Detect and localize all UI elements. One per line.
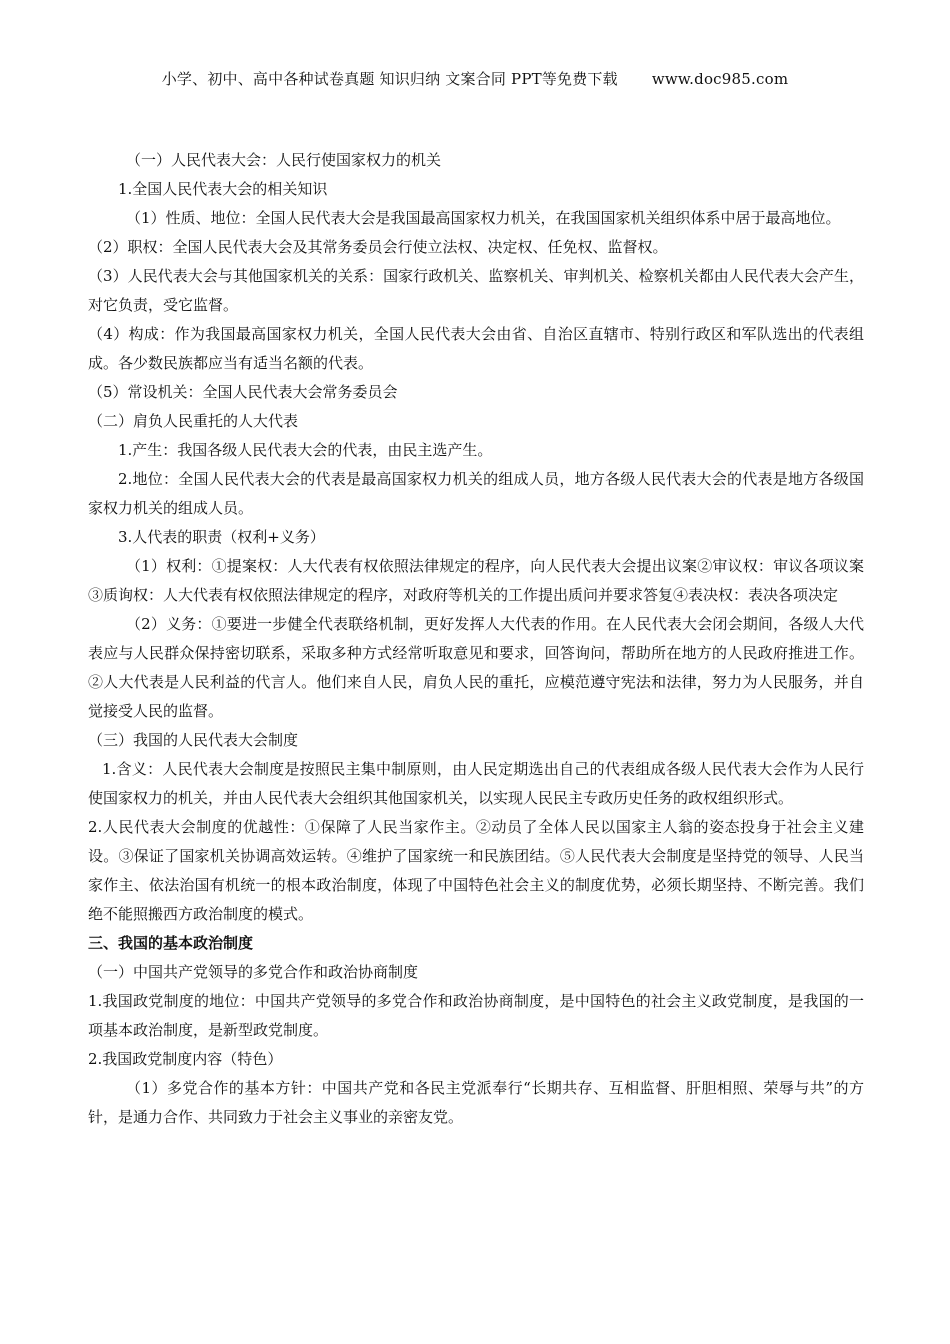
paragraph: 2.地位：全国人民代表大会的代表是最高国家权力机关的组成人员，地方各级人民代表大会的代表是地方各级国家权力机关的组成人员。 bbox=[88, 470, 864, 517]
paragraph: （1）性质、地位：全国人民代表大会是我国最高国家权力机关，在我国国家机关组织体系中居于最高地位。 bbox=[126, 209, 841, 227]
section-heading: （一）人民代表大会：人民行使国家权力的机关 bbox=[126, 151, 442, 169]
subsection-heading: 3.人代表的职责（权利+义务） bbox=[118, 528, 325, 546]
paragraph: （1）多党合作的基本方针：中国共产党和各民主党派奉行“长期共存、互相监督、肝胆相照、荣辱与共”的方针，是通力合作、共同致力于社会主义事业的亲密友党。 bbox=[88, 1079, 864, 1126]
paragraph: 1.我国政党制度的地位：中国共产党领导的多党合作和政治协商制度，是中国特色的社会主义政党制度，是我国的一项基本政治制度，是新型政党制度。 bbox=[88, 992, 864, 1039]
paragraph: （2）职权：全国人民代表大会及其常务委员会行使立法权、决定权、任免权、监督权。 bbox=[88, 238, 668, 256]
paragraph: （1）权利：①提案权：人大代表有权依照法律规定的程序，向人民代表大会提出议案②审议权：审议各项议案 ③质询权：人大代表有权依照法律规定的程序，对政府等机关的工作提出质问并要求答复④表决权：表决各项决定 bbox=[88, 557, 880, 604]
paragraph: （2）义务：①要进一步健全代表联络机制，更好发挥人大代表的作用。在人民代表大会闭会期间，各级人大代表应与人民群众保持密切联系，采取多种方式经常听取意见和要求，回答询问，帮助所在地方的人民政府推进工作。②人大代表是人民利益的代言人。他们来自人民，肩负人民的重托，应模范遵守宪法和法律，努力为人民服务，并自觉接受人民的监督。 bbox=[88, 615, 864, 720]
paragraph: 1.含义：人民代表大会制度是按照民主集中制原则，由人民定期选出自己的代表组成各级人民代表大会作为人民行使国家权力的机关，并由人民代表大会组织其他国家机关，以实现人民民主专政历史任务的政权组织形式。 bbox=[88, 760, 864, 807]
paragraph: （4）构成：作为我国最高国家权力机关，全国人民代表大会由省、自治区直辖市、特别行政区和军队选出的代表组成。各少数民族都应当有适当名额的代表。 bbox=[88, 325, 864, 372]
subsection-heading: 2.我国政党制度内容（特色） bbox=[88, 1050, 283, 1068]
document-body bbox=[88, 146, 880, 1132]
header-text: 小学、初中、高中各种试卷真题 知识归纳 文案合同 PPT等免费下载 bbox=[161, 70, 618, 88]
chapter-heading: 三、我国的基本政治制度 bbox=[88, 934, 254, 952]
section-heading: （一）中国共产党领导的多党合作和政治协商制度 bbox=[88, 963, 419, 981]
page-header bbox=[0, 68, 950, 89]
paragraph: 2.人民代表大会制度的优越性：①保障了人民当家作主。②动员了全体人民以国家主人翁的姿态投身于社会主义建设。③保证了国家机关协调高效运转。④维护了国家统一和民族团结。⑤人民代表大会制度是坚持党的领导、人民当家作主、依法治国有机统一的根本政治制度，体现了中国特色社会主义的制度优势，必须长期坚持、不断完善。我们绝不能照搬西方政治制度的模式。 bbox=[88, 818, 864, 923]
paragraph: 1.产生：我国各级人民代表大会的代表，由民主选产生。 bbox=[118, 441, 493, 459]
header-url: www.doc985.com bbox=[651, 70, 789, 88]
section-heading: （二）肩负人民重托的人大代表 bbox=[88, 412, 299, 430]
section-heading: （三）我国的人民代表大会制度 bbox=[88, 731, 299, 749]
paragraph: （3）人民代表大会与其他国家机关的关系：国家行政机关、监察机关、审判机关、检察机关都由人民代表大会产生，对它负责，受它监督。 bbox=[88, 267, 864, 314]
subsection-heading: 1.全国人民代表大会的相关知识 bbox=[118, 180, 328, 198]
paragraph: （5）常设机关：全国人民代表大会常务委员会 bbox=[88, 383, 398, 401]
